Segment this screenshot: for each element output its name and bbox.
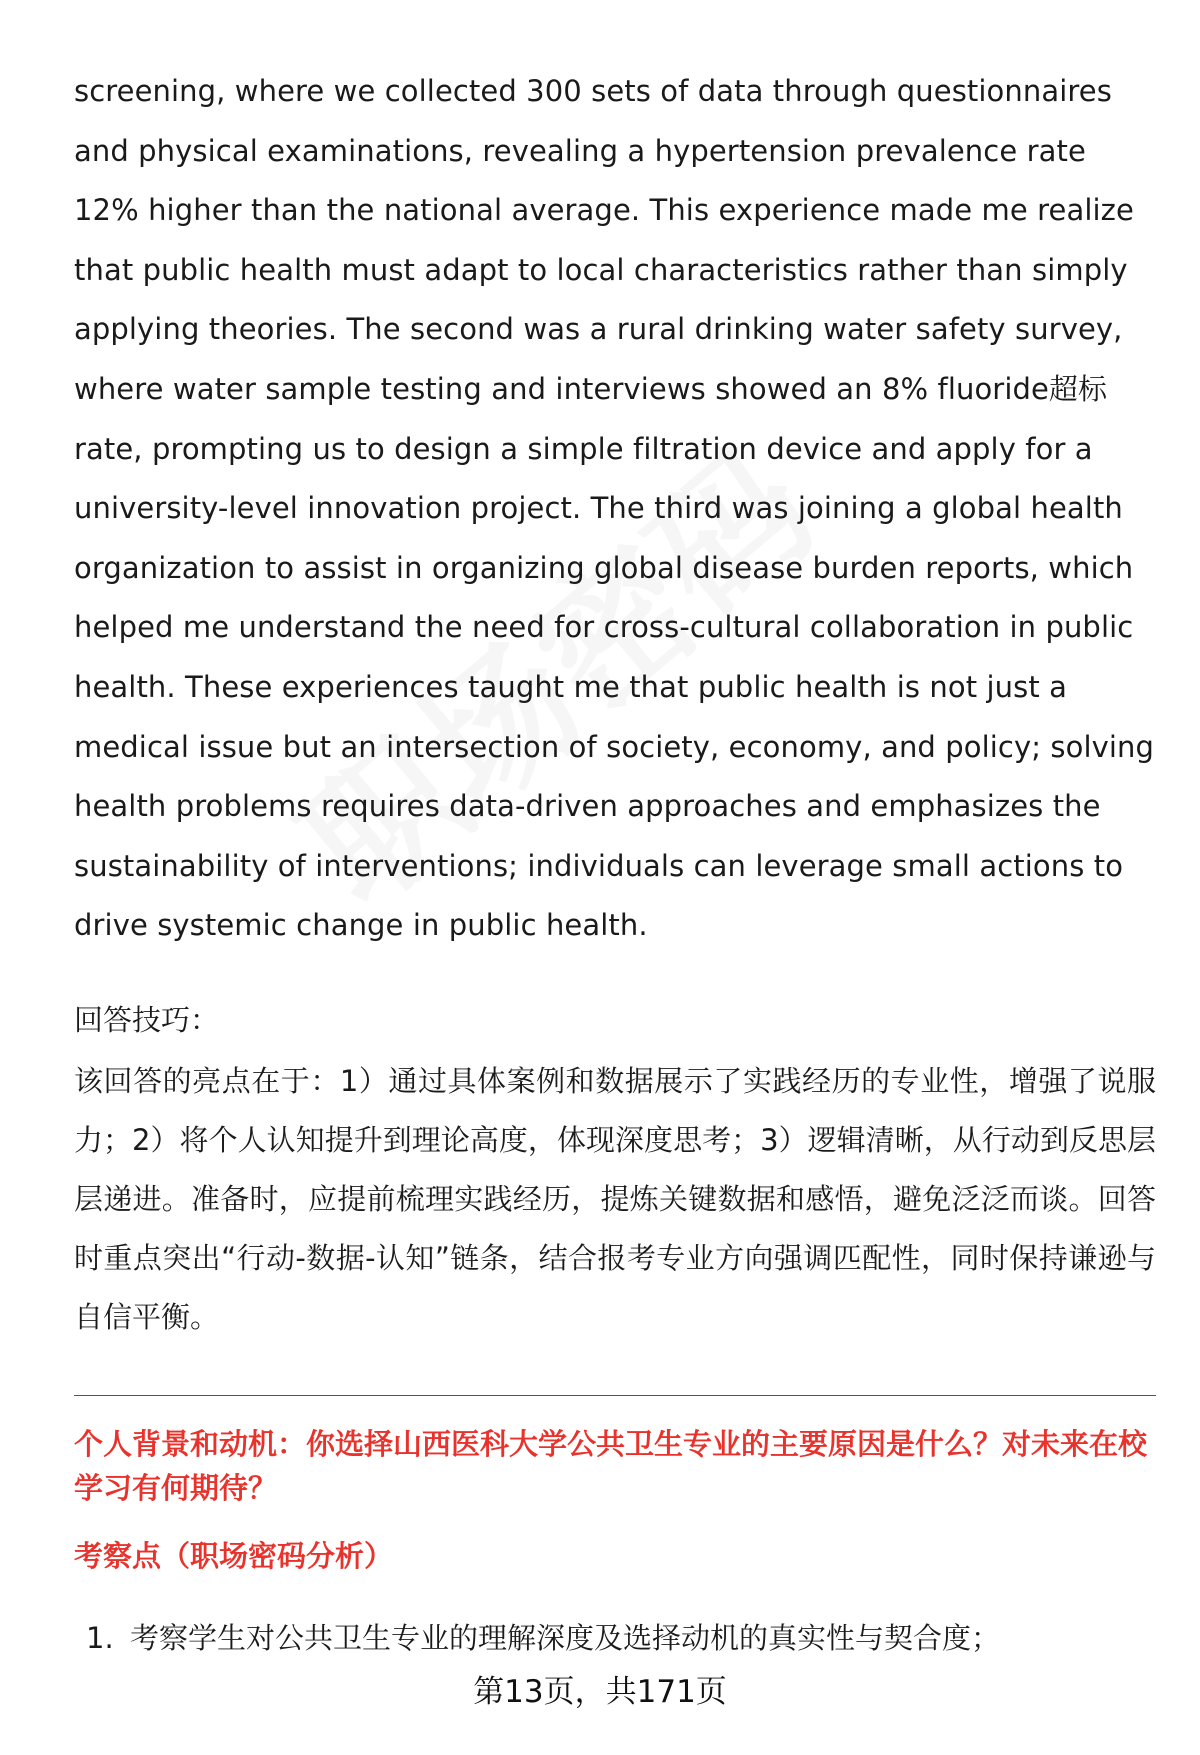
assessment-points-list (86, 1616, 1156, 1660)
section-divider (74, 1395, 1156, 1396)
tips-heading: 回答技巧： (74, 1002, 220, 1037)
list-item-number: 1. (86, 1620, 114, 1655)
tips-paragraph: 该回答的亮点在于：1）通过具体案例和数据展示了实践经历的专业性，增强了说服力；2）将个人认知提升到理论高度，体现深度思考；3）逻辑清晰，从行动到反思层层递进。准备时，应提前梳理实践经历，提炼关键数据和感悟，避免泛泛而谈。回答时重点突出“行动-数据-认知”链条，结合报考专业方向强调匹配性，同时保持谦逊与自信平衡。 (74, 1063, 1156, 1334)
list-item-text: 考察学生对公共卫生专业的理解深度及选择动机的真实性与契合度； (130, 1620, 1001, 1655)
question-title: 个人背景和动机：你选择山西医科大学公共卫生专业的主要原因是什么？对未来在校学习有何期待？ (74, 1426, 1148, 1505)
page-number-footer: 第13页，共171页 (473, 1674, 727, 1710)
answer-paragraph: screening, where we collected 300 sets of data through questionnaires and physical examinations, revealing a hypertension prevalence rate 12% higher than the national average. This experience made me realize that public health must adapt to local characteristics rather than simply applying theories. The second was a rural drinking water safety survey, where water sample testing and interviews showed an 8% fluoride超标 rate, prompting us to design a simple filtration device and apply for a university-level innovation project. The third was joining a global health organization to assist in organizing global disease burden reports, which helped me understand the need for cross-cultural collaboration in public health. These experiences taught me that public health is not just a medical issue but an intersection of society, economy, and policy; solving health problems requires data-driven approaches and emphasizes the sustainability of interventions; individuals can leverage small actions to drive systemic change in public health. (74, 74, 1155, 943)
list-item (86, 1616, 1156, 1660)
assessment-subheading: 考察点（职场密码分析） (74, 1538, 394, 1573)
document-page (74, 62, 1156, 1660)
